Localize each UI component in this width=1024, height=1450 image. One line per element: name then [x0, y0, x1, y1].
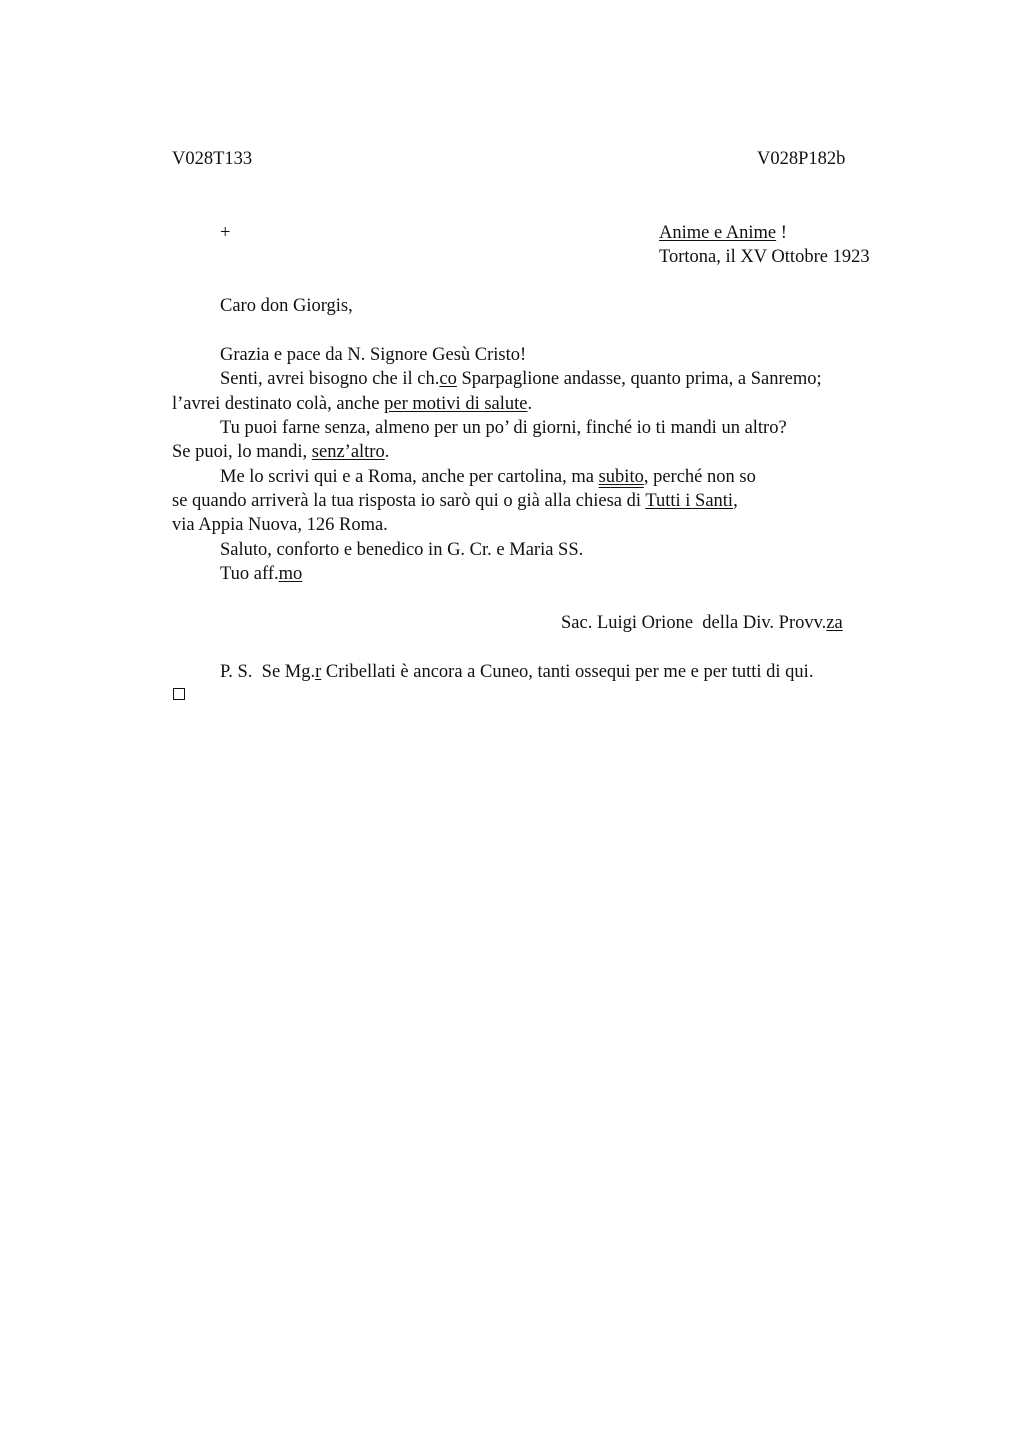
motto-underlined: Anime e Anime [659, 223, 777, 243]
document-code-left: V028T133 [172, 149, 253, 169]
paragraph-1-line-1 [220, 370, 822, 389]
text-run: . [384, 442, 390, 462]
underlined-abbrev: mo [278, 564, 303, 584]
double-underlined-word: subito [598, 467, 644, 487]
underlined-phrase: per motivi di salute [384, 394, 528, 414]
text-run: se quando arriverà la tua risposta io sarò qui o già alla chiesa di [172, 491, 646, 511]
text-run: , [733, 491, 738, 511]
text-run: Me lo scrivi qui e a Roma, anche per cartolina, ma [220, 467, 599, 487]
paragraph-2-line-1: Tu puoi farne senza, almeno per un po’ di giorni, finché io ti mandi un altro? [220, 418, 787, 438]
text-run: Sac. Luigi Orione della Div. Provv. [561, 613, 827, 633]
text-run: P. S. Se Mg. [220, 662, 316, 682]
end-marker-box-icon [173, 688, 185, 700]
paragraph-1-line-2 [172, 395, 532, 414]
text-run: Senti, avrei bisogno che il ch. [220, 369, 440, 389]
text-run: , perché non so [643, 467, 756, 487]
salutation: Caro don Giorgis, [220, 296, 353, 316]
text-run: Tuo aff. [220, 564, 279, 584]
cross-mark: + [220, 223, 231, 243]
paragraph-3-line-3: via Appia Nuova, 126 Roma. [172, 515, 388, 535]
paragraph-3-line-2 [172, 492, 738, 511]
text-run: l’avrei destinato colà, anche [172, 394, 385, 414]
postscript [220, 663, 813, 682]
greeting: Grazia e pace da N. Signore Gesù Cristo! [220, 345, 527, 365]
text-run: Cribellati è ancora a Cuneo, tanti ossequi per me e per tutti di qui. [321, 662, 814, 682]
paragraph-2-line-2 [172, 443, 389, 462]
motto [659, 224, 787, 243]
document-code-right: V028P182b [757, 149, 846, 169]
text-run: . [527, 394, 533, 414]
signature [561, 614, 843, 633]
underlined-phrase: senz’altro [311, 442, 385, 462]
underlined-abbrev: za [826, 613, 843, 633]
underlined-abbrev: r [315, 662, 322, 682]
underlined-abbrev: co [439, 369, 457, 389]
text-run: Sparpaglione andasse, quanto prima, a Sanremo; [456, 369, 822, 389]
closing-affectionate [220, 565, 302, 584]
text-run: Se puoi, lo mandi, [172, 442, 312, 462]
place-date: Tortona, il XV Ottobre 1923 [659, 247, 870, 267]
underlined-phrase: Tutti i Santi [645, 491, 734, 511]
motto-suffix: ! [776, 223, 787, 243]
closing-blessing: Saluto, conforto e benedico in G. Cr. e Maria SS. [220, 540, 584, 560]
paragraph-3-line-1 [220, 468, 756, 487]
